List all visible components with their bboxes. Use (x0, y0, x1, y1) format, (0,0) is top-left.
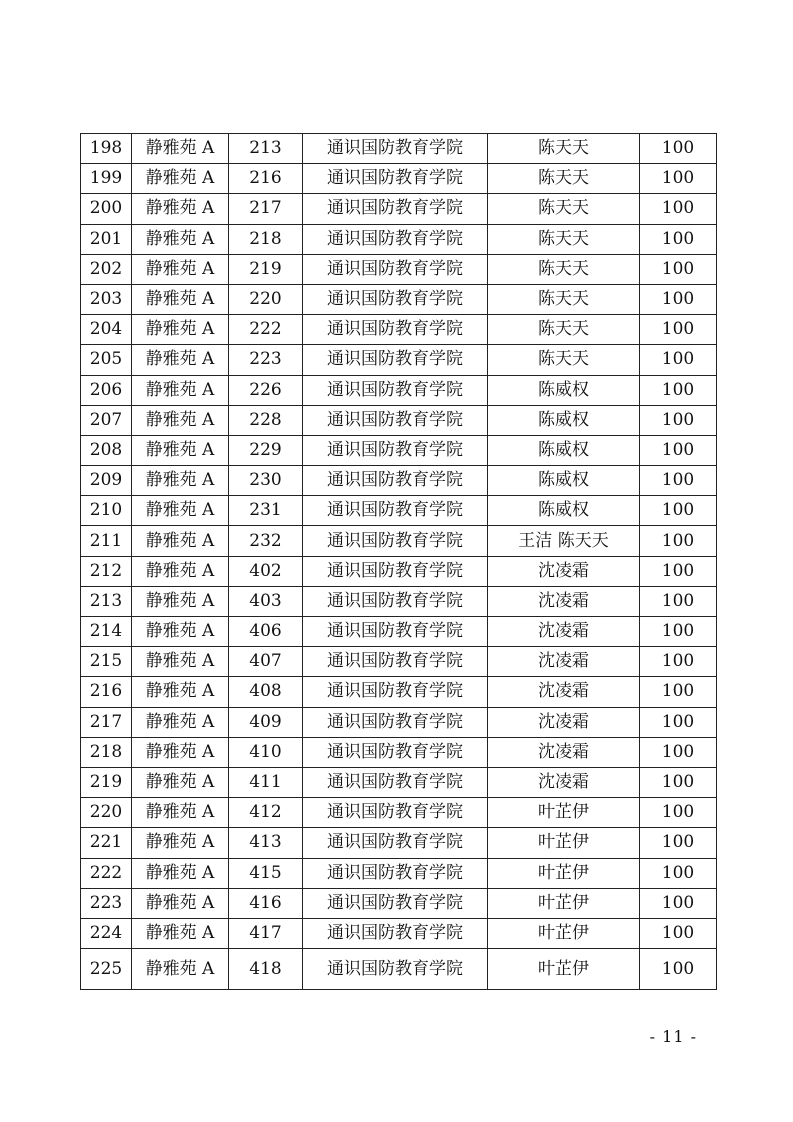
responsible-person-cell: 陈天天 (488, 134, 640, 164)
building-cell: 静雅苑 A (132, 858, 229, 888)
college-cell: 通识国防教育学院 (303, 707, 488, 737)
score-cell: 100 (640, 647, 717, 677)
building-cell: 静雅苑 A (132, 254, 229, 284)
building-cell: 静雅苑 A (132, 345, 229, 375)
score-cell: 100 (640, 798, 717, 828)
score-cell: 100 (640, 164, 717, 194)
room-number-cell: 418 (229, 949, 303, 990)
table-row (81, 586, 717, 616)
row-number-cell: 224 (81, 918, 132, 948)
row-number-cell: 203 (81, 284, 132, 314)
row-number-cell: 201 (81, 224, 132, 254)
score-cell: 100 (640, 949, 717, 990)
college-cell: 通识国防教育学院 (303, 918, 488, 948)
score-cell: 100 (640, 345, 717, 375)
page-number: - 11 - (649, 1027, 697, 1046)
responsible-person-cell: 陈天天 (488, 194, 640, 224)
row-number-cell: 222 (81, 858, 132, 888)
responsible-person-cell: 沈凌霜 (488, 617, 640, 647)
table-row (81, 828, 717, 858)
score-cell: 100 (640, 737, 717, 767)
dormitory-score-table (80, 133, 717, 990)
college-cell: 通识国防教育学院 (303, 556, 488, 586)
responsible-person-cell: 王洁 陈天天 (488, 526, 640, 556)
table-row (81, 918, 717, 948)
table-row (81, 496, 717, 526)
row-number-cell: 215 (81, 647, 132, 677)
score-cell: 100 (640, 858, 717, 888)
table-row (81, 345, 717, 375)
row-number-cell: 221 (81, 828, 132, 858)
room-number-cell: 229 (229, 435, 303, 465)
responsible-person-cell: 陈威权 (488, 496, 640, 526)
room-number-cell: 407 (229, 647, 303, 677)
score-cell: 100 (640, 496, 717, 526)
table-row (81, 526, 717, 556)
table-row (81, 194, 717, 224)
college-cell: 通识国防教育学院 (303, 888, 488, 918)
score-cell: 100 (640, 617, 717, 647)
score-cell: 100 (640, 526, 717, 556)
college-cell: 通识国防教育学院 (303, 647, 488, 677)
room-number-cell: 216 (229, 164, 303, 194)
score-cell: 100 (640, 888, 717, 918)
room-number-cell: 411 (229, 767, 303, 797)
score-cell: 100 (640, 405, 717, 435)
row-number-cell: 208 (81, 435, 132, 465)
room-number-cell: 415 (229, 858, 303, 888)
score-cell: 100 (640, 466, 717, 496)
responsible-person-cell: 陈天天 (488, 345, 640, 375)
table-row (81, 134, 717, 164)
table-row (81, 556, 717, 586)
building-cell: 静雅苑 A (132, 134, 229, 164)
score-cell: 100 (640, 556, 717, 586)
college-cell: 通识国防教育学院 (303, 858, 488, 888)
responsible-person-cell: 沈凌霜 (488, 556, 640, 586)
room-number-cell: 413 (229, 828, 303, 858)
responsible-person-cell: 沈凌霜 (488, 767, 640, 797)
score-cell: 100 (640, 194, 717, 224)
row-number-cell: 198 (81, 134, 132, 164)
building-cell: 静雅苑 A (132, 737, 229, 767)
score-cell: 100 (640, 224, 717, 254)
row-number-cell: 202 (81, 254, 132, 284)
row-number-cell: 207 (81, 405, 132, 435)
room-number-cell: 402 (229, 556, 303, 586)
room-number-cell: 219 (229, 254, 303, 284)
room-number-cell: 223 (229, 345, 303, 375)
score-cell: 100 (640, 707, 717, 737)
score-cell: 100 (640, 134, 717, 164)
college-cell: 通识国防教育学院 (303, 435, 488, 465)
row-number-cell: 220 (81, 798, 132, 828)
building-cell: 静雅苑 A (132, 556, 229, 586)
college-cell: 通识国防教育学院 (303, 737, 488, 767)
responsible-person-cell: 陈天天 (488, 224, 640, 254)
responsible-person-cell: 叶芷伊 (488, 828, 640, 858)
college-cell: 通识国防教育学院 (303, 466, 488, 496)
room-number-cell: 230 (229, 466, 303, 496)
row-number-cell: 205 (81, 345, 132, 375)
college-cell: 通识国防教育学院 (303, 496, 488, 526)
building-cell: 静雅苑 A (132, 617, 229, 647)
table-row (81, 435, 717, 465)
row-number-cell: 216 (81, 677, 132, 707)
building-cell: 静雅苑 A (132, 767, 229, 797)
table-row (81, 617, 717, 647)
room-number-cell: 403 (229, 586, 303, 616)
college-cell: 通识国防教育学院 (303, 677, 488, 707)
building-cell: 静雅苑 A (132, 586, 229, 616)
building-cell: 静雅苑 A (132, 888, 229, 918)
college-cell: 通识国防教育学院 (303, 798, 488, 828)
responsible-person-cell: 叶芷伊 (488, 918, 640, 948)
table-row (81, 737, 717, 767)
table-row (81, 466, 717, 496)
building-cell: 静雅苑 A (132, 194, 229, 224)
college-cell: 通识国防教育学院 (303, 375, 488, 405)
score-cell: 100 (640, 828, 717, 858)
responsible-person-cell: 叶芷伊 (488, 858, 640, 888)
building-cell: 静雅苑 A (132, 918, 229, 948)
building-cell: 静雅苑 A (132, 224, 229, 254)
table-row (81, 798, 717, 828)
college-cell: 通识国防教育学院 (303, 254, 488, 284)
responsible-person-cell: 叶芷伊 (488, 798, 640, 828)
responsible-person-cell: 沈凌霜 (488, 707, 640, 737)
room-number-cell: 409 (229, 707, 303, 737)
college-cell: 通识国防教育学院 (303, 284, 488, 314)
table-row (81, 858, 717, 888)
table-row (81, 224, 717, 254)
responsible-person-cell: 陈威权 (488, 375, 640, 405)
room-number-cell: 218 (229, 224, 303, 254)
row-number-cell: 214 (81, 617, 132, 647)
room-number-cell: 416 (229, 888, 303, 918)
building-cell: 静雅苑 A (132, 949, 229, 990)
room-number-cell: 226 (229, 375, 303, 405)
college-cell: 通识国防教育学院 (303, 315, 488, 345)
building-cell: 静雅苑 A (132, 405, 229, 435)
college-cell: 通识国防教育学院 (303, 617, 488, 647)
score-cell: 100 (640, 767, 717, 797)
responsible-person-cell: 陈天天 (488, 315, 640, 345)
table-row (81, 375, 717, 405)
responsible-person-cell: 沈凌霜 (488, 677, 640, 707)
room-number-cell: 217 (229, 194, 303, 224)
building-cell: 静雅苑 A (132, 526, 229, 556)
room-number-cell: 410 (229, 737, 303, 767)
college-cell: 通识国防教育学院 (303, 405, 488, 435)
building-cell: 静雅苑 A (132, 677, 229, 707)
row-number-cell: 225 (81, 949, 132, 990)
responsible-person-cell: 沈凌霜 (488, 586, 640, 616)
room-number-cell: 231 (229, 496, 303, 526)
table-row (81, 315, 717, 345)
score-cell: 100 (640, 375, 717, 405)
table-body (81, 134, 717, 990)
table-row (81, 677, 717, 707)
responsible-person-cell: 沈凌霜 (488, 737, 640, 767)
responsible-person-cell: 陈天天 (488, 254, 640, 284)
building-cell: 静雅苑 A (132, 164, 229, 194)
row-number-cell: 199 (81, 164, 132, 194)
row-number-cell: 211 (81, 526, 132, 556)
row-number-cell: 209 (81, 466, 132, 496)
table-row (81, 647, 717, 677)
responsible-person-cell: 陈威权 (488, 435, 640, 465)
building-cell: 静雅苑 A (132, 496, 229, 526)
score-cell: 100 (640, 677, 717, 707)
table-row (81, 405, 717, 435)
building-cell: 静雅苑 A (132, 707, 229, 737)
score-cell: 100 (640, 918, 717, 948)
building-cell: 静雅苑 A (132, 315, 229, 345)
college-cell: 通识国防教育学院 (303, 526, 488, 556)
room-number-cell: 220 (229, 284, 303, 314)
table-row (81, 284, 717, 314)
building-cell: 静雅苑 A (132, 435, 229, 465)
college-cell: 通识国防教育学院 (303, 345, 488, 375)
table-row (81, 888, 717, 918)
responsible-person-cell: 陈威权 (488, 405, 640, 435)
table-row (81, 164, 717, 194)
score-cell: 100 (640, 435, 717, 465)
room-number-cell: 232 (229, 526, 303, 556)
building-cell: 静雅苑 A (132, 375, 229, 405)
row-number-cell: 213 (81, 586, 132, 616)
row-number-cell: 219 (81, 767, 132, 797)
row-number-cell: 204 (81, 315, 132, 345)
room-number-cell: 222 (229, 315, 303, 345)
responsible-person-cell: 叶芷伊 (488, 949, 640, 990)
table-row (81, 767, 717, 797)
college-cell: 通识国防教育学院 (303, 134, 488, 164)
room-number-cell: 228 (229, 405, 303, 435)
building-cell: 静雅苑 A (132, 466, 229, 496)
responsible-person-cell: 陈天天 (488, 284, 640, 314)
row-number-cell: 218 (81, 737, 132, 767)
college-cell: 通识国防教育学院 (303, 828, 488, 858)
row-number-cell: 217 (81, 707, 132, 737)
room-number-cell: 408 (229, 677, 303, 707)
responsible-person-cell: 沈凌霜 (488, 647, 640, 677)
score-cell: 100 (640, 284, 717, 314)
row-number-cell: 212 (81, 556, 132, 586)
row-number-cell: 210 (81, 496, 132, 526)
building-cell: 静雅苑 A (132, 284, 229, 314)
room-number-cell: 406 (229, 617, 303, 647)
building-cell: 静雅苑 A (132, 798, 229, 828)
college-cell: 通识国防教育学院 (303, 767, 488, 797)
responsible-person-cell: 叶芷伊 (488, 888, 640, 918)
table-row (81, 254, 717, 284)
responsible-person-cell: 陈威权 (488, 466, 640, 496)
room-number-cell: 213 (229, 134, 303, 164)
college-cell: 通识国防教育学院 (303, 586, 488, 616)
college-cell: 通识国防教育学院 (303, 224, 488, 254)
responsible-person-cell: 陈天天 (488, 164, 640, 194)
table-row (81, 949, 717, 990)
row-number-cell: 206 (81, 375, 132, 405)
score-cell: 100 (640, 586, 717, 616)
table-row (81, 707, 717, 737)
college-cell: 通识国防教育学院 (303, 164, 488, 194)
room-number-cell: 417 (229, 918, 303, 948)
building-cell: 静雅苑 A (132, 828, 229, 858)
row-number-cell: 200 (81, 194, 132, 224)
score-cell: 100 (640, 315, 717, 345)
college-cell: 通识国防教育学院 (303, 949, 488, 990)
row-number-cell: 223 (81, 888, 132, 918)
building-cell: 静雅苑 A (132, 647, 229, 677)
score-cell: 100 (640, 254, 717, 284)
room-number-cell: 412 (229, 798, 303, 828)
college-cell: 通识国防教育学院 (303, 194, 488, 224)
